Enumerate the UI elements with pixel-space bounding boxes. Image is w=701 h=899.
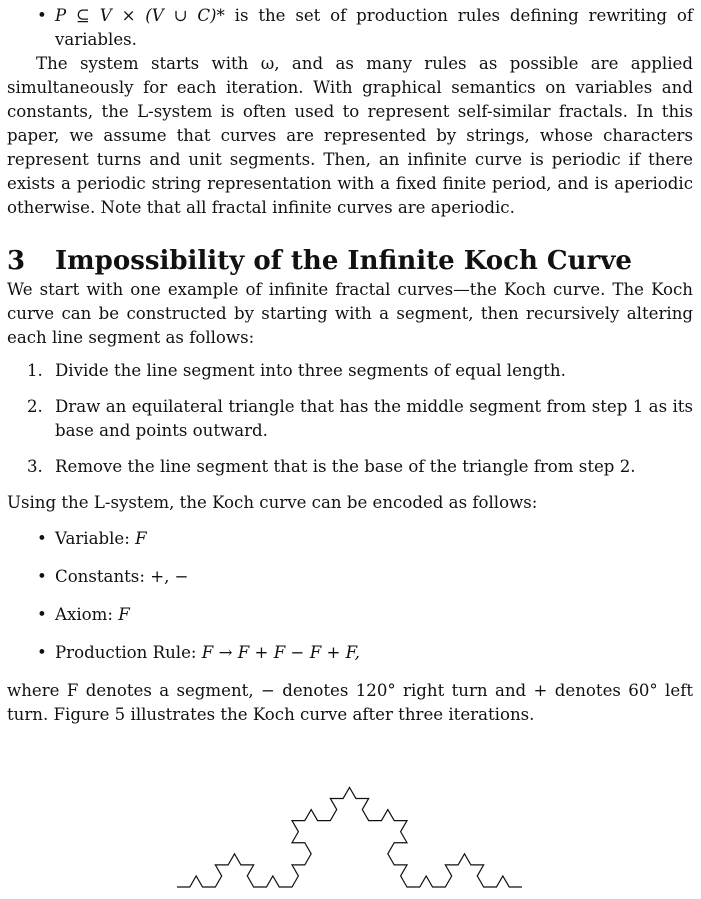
lsystem-definition-list	[7, 527, 693, 665]
construction-steps-list	[7, 359, 693, 479]
paragraph-koch-notation: where F denotes a segment, − denotes 120° right turn and + denotes 60° left turn. Figure 5 illustrates the Koch curve after three iterations.	[7, 681, 693, 724]
step-text: Draw an equilateral triangle that has the middle segment from step 1 as its base and points outward.	[55, 397, 693, 440]
koch-curve-path	[177, 787, 522, 887]
lsystem-item-label: Axiom:	[55, 605, 119, 624]
bullet-dot: •	[37, 529, 47, 548]
lsystem-item	[7, 527, 693, 551]
section-number: 3	[7, 246, 26, 276]
production-rules-text: is the set of production rules defining rewriting of variables.	[55, 6, 693, 49]
lsystem-item-value: F	[118, 605, 130, 624]
bullet-dot: •	[37, 6, 47, 25]
construction-step	[7, 395, 693, 443]
lsystem-item	[7, 641, 693, 665]
lsystem-item-value: F	[135, 529, 147, 548]
step-number: 2.	[27, 397, 43, 416]
step-text: Divide the line segment into three segments of equal length.	[55, 361, 566, 380]
production-rules-bullet	[7, 4, 693, 52]
paragraph-koch-intro: We start with one example of infinite fractal curves—the Koch curve. The Koch curve can be constructed by starting with a segment, then recursively altering each line segment as follows:	[7, 280, 693, 347]
section-heading	[7, 244, 693, 278]
lsystem-item-label: Constants:	[55, 567, 151, 586]
paragraph-lsystem-encoding: Using the L-system, the Koch curve can be encoded as follows:	[7, 493, 538, 512]
step-number: 3.	[27, 457, 43, 476]
paragraph-lsystem-description: The system starts with ω, and as many rules as possible are applied simultaneously for each iteration. With graphical semantics on variables and constants, the L-system is often used to represent self-similar fractals. In this paper, we assume that curves are represented by strings, whose characters represent turns and unit segments. Then, an infinite curve is periodic if there exists a periodic string representation with a fixed finite period, and is aperiodic otherwise. Note that all fractal infinite curves are aperiodic.	[7, 54, 693, 217]
lsystem-item	[7, 565, 693, 589]
lsystem-item-value: +, −	[150, 567, 189, 586]
production-rules-math: P ⊆ V × (V ∪ C)*	[55, 6, 225, 25]
bullet-dot: •	[37, 567, 47, 586]
lsystem-item-label: Variable:	[55, 529, 136, 548]
section-title: Impossibility of the Infinite Koch Curve	[55, 246, 632, 276]
construction-step	[7, 359, 693, 383]
koch-curve-svg	[0, 760, 701, 895]
construction-step	[7, 455, 693, 479]
paper-page	[7, 0, 693, 727]
bullet-dot: •	[37, 643, 47, 662]
step-number: 1.	[27, 361, 43, 380]
lsystem-item-value: F → F + F − F + F,	[201, 643, 360, 662]
step-text: Remove the line segment that is the base of the triangle from step 2.	[55, 457, 636, 476]
koch-curve-figure	[0, 760, 701, 895]
lsystem-item	[7, 603, 693, 627]
lsystem-item-label: Production Rule:	[55, 643, 202, 662]
bullet-dot: •	[37, 605, 47, 624]
